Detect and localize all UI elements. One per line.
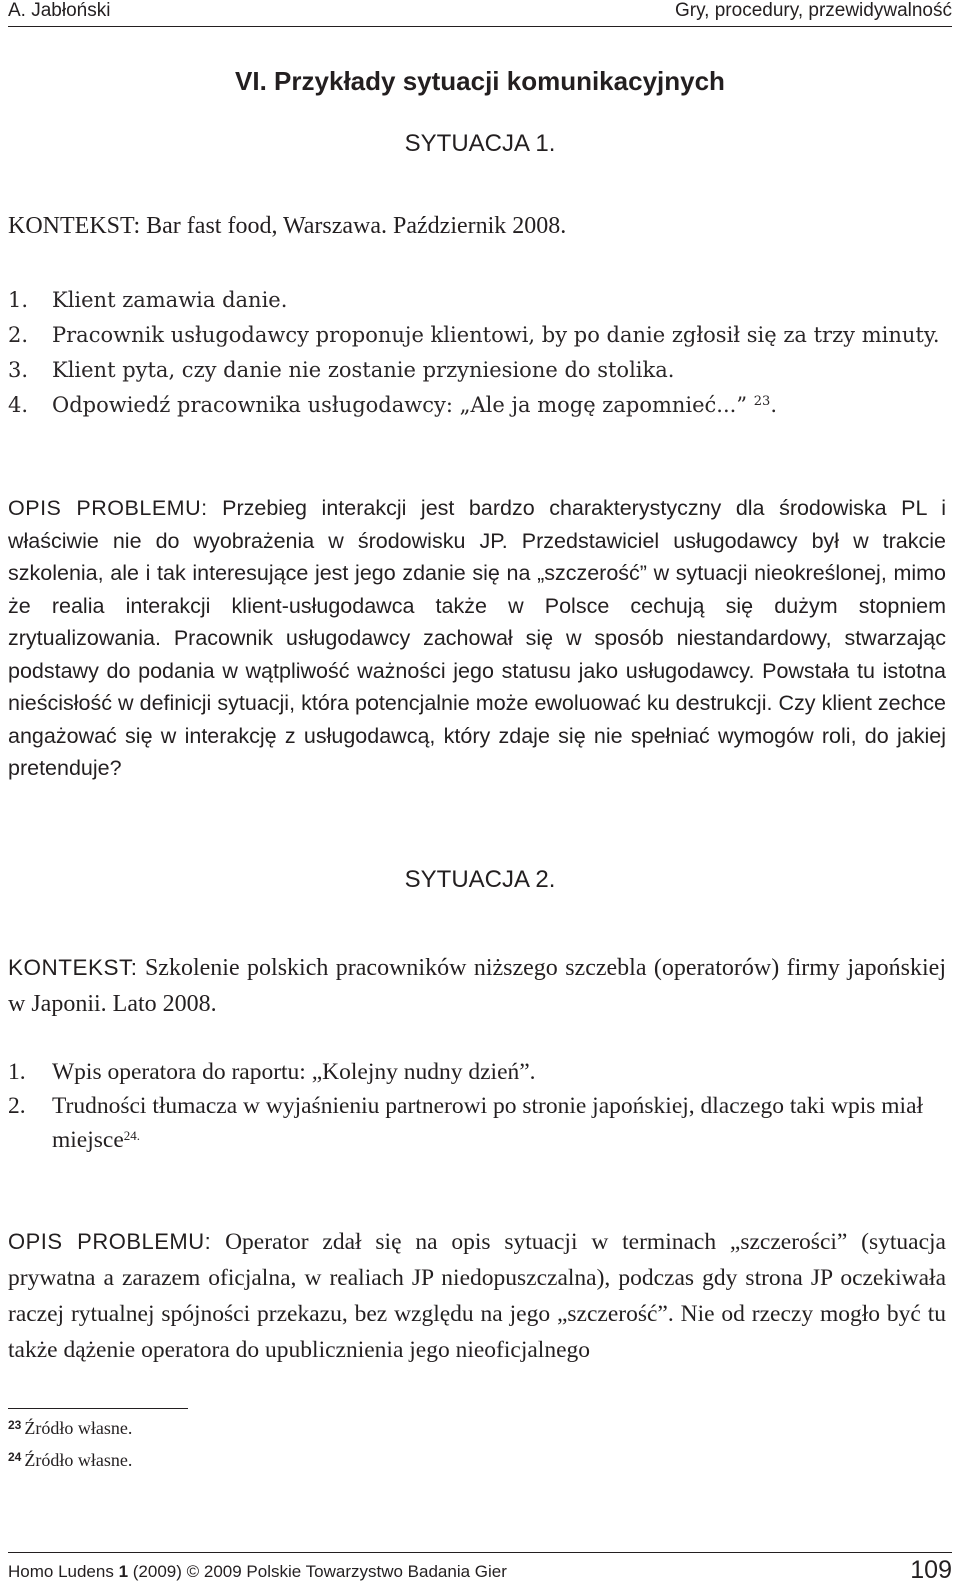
journal-credit: Homo Ludens 1 (2009) © 2009 Polskie Towarzystwo Badania Gier	[8, 1562, 507, 1581]
situation-2-heading: SYTUACJA 2.	[404, 866, 556, 893]
list-item: 1. Wpis operatora do raportu: „Kolejny nudny dzień”.	[8, 1059, 536, 1085]
problem-text: Przebieg interakcji jest bardzo charakterystyczny dla środowiska PL i właściwie nie do wyobrażenia w środowisku JP. Przedstawiciel usługodawcy był w trakcie szkolenia, ale i tak interesujące jest jego zdanie się na „szczerość” w sytuacji nieokreślonej, mimo że realia interakcji klient-usługodawca także w Polsce cechują się dużym stopniem zrytualizowania. Pracownik usługodawcy zachował się w sposób niestandardowy, stwarzając podstawy do podania w wątpliwość ważności jego statusu jako usługodawcy. Powstała tu istotna nieścisłość w definicji sytuacji, która potencjalnie może ewoluować ku destrukcji. Czy klient zechce angażować się w interakcję z usługodawcą, który zdaje się nie spełniać wymogów roli, do jakiej pretenduje?	[8, 496, 946, 780]
footnote-ref-23[interactable]: 23	[753, 394, 771, 409]
situation-2-problem	[8, 1224, 946, 1368]
list-item: 4. Odpowiedź pracownika usługodawcy: „Ale ja mogę zapomnieć...” $^{23}$.	[8, 393, 777, 417]
running-head	[8, 0, 952, 26]
context-text: Bar fast food, Warszawa. Październik 2008.	[140, 213, 567, 239]
list-item: 2. Trudności tłumacza w wyjaśnieniu partnerowi po stronie japońskiej, dlaczego taki wpis miał miejsce$^{24.}$	[8, 1093, 924, 1153]
situation-1-problem	[8, 492, 946, 785]
header-author: A. Jabłoński	[8, 0, 111, 21]
chapter-title: VI. Przykłady sytuacji komunikacyjnych	[235, 66, 725, 96]
problem-label: OPIS PROBLEMU:	[8, 1229, 212, 1254]
situation-2-context	[8, 950, 946, 1022]
situation-1-list	[8, 283, 946, 423]
list-item: 3. Klient pyta, czy danie nie zostanie przyniesione do stolika.	[8, 358, 675, 382]
context-label: KONTEKST:	[8, 213, 141, 239]
situation-1-context	[8, 210, 946, 242]
page-number: 109	[910, 1556, 952, 1584]
footnote-24: $^{24}$ Źródło własne.	[8, 1450, 133, 1470]
footnote-ref-24[interactable]: 24.	[123, 1128, 141, 1143]
problem-label: OPIS PROBLEMU:	[8, 496, 208, 520]
list-item: 2. Pracownik usługodawcy proponuje klientowi, by po danie zgłosił się za trzy minuty.	[8, 323, 940, 347]
situation-1-heading: SYTUACJA 1.	[404, 130, 556, 157]
footnote-23: $^{23}$ Źródło własne.	[8, 1418, 133, 1438]
list-item: 1. Klient zamawia danie.	[8, 288, 288, 312]
header-book-title: Gry, procedury, przewidywalność	[674, 0, 952, 21]
header-rule	[8, 26, 952, 27]
context-text: Szkolenie polskich pracowników niższego szczebla (operatorów) firmy japońskiej w Japonii. Lato 2008.	[8, 955, 946, 1017]
problem-text: Operator zdał się na opis sytuacji w terminach „szczerości” (sytuacja prywatna a zarazem oficjalna, w realiach JP niedopuszczalna), podczas gdy strona JP oczekiwała raczej rytualnej spójności przekazu, bez względu na jego „szczerość”. Nie od rzeczy mogło być tu także dążenie operatora do upublicznienia jego nieoficjalnego	[8, 1229, 946, 1363]
page-footer	[8, 1556, 952, 1586]
context-label: KONTEKST:	[8, 955, 138, 980]
situation-2-list	[8, 1055, 946, 1157]
footer-rule	[8, 1552, 952, 1553]
footnote-rule	[8, 1408, 188, 1409]
